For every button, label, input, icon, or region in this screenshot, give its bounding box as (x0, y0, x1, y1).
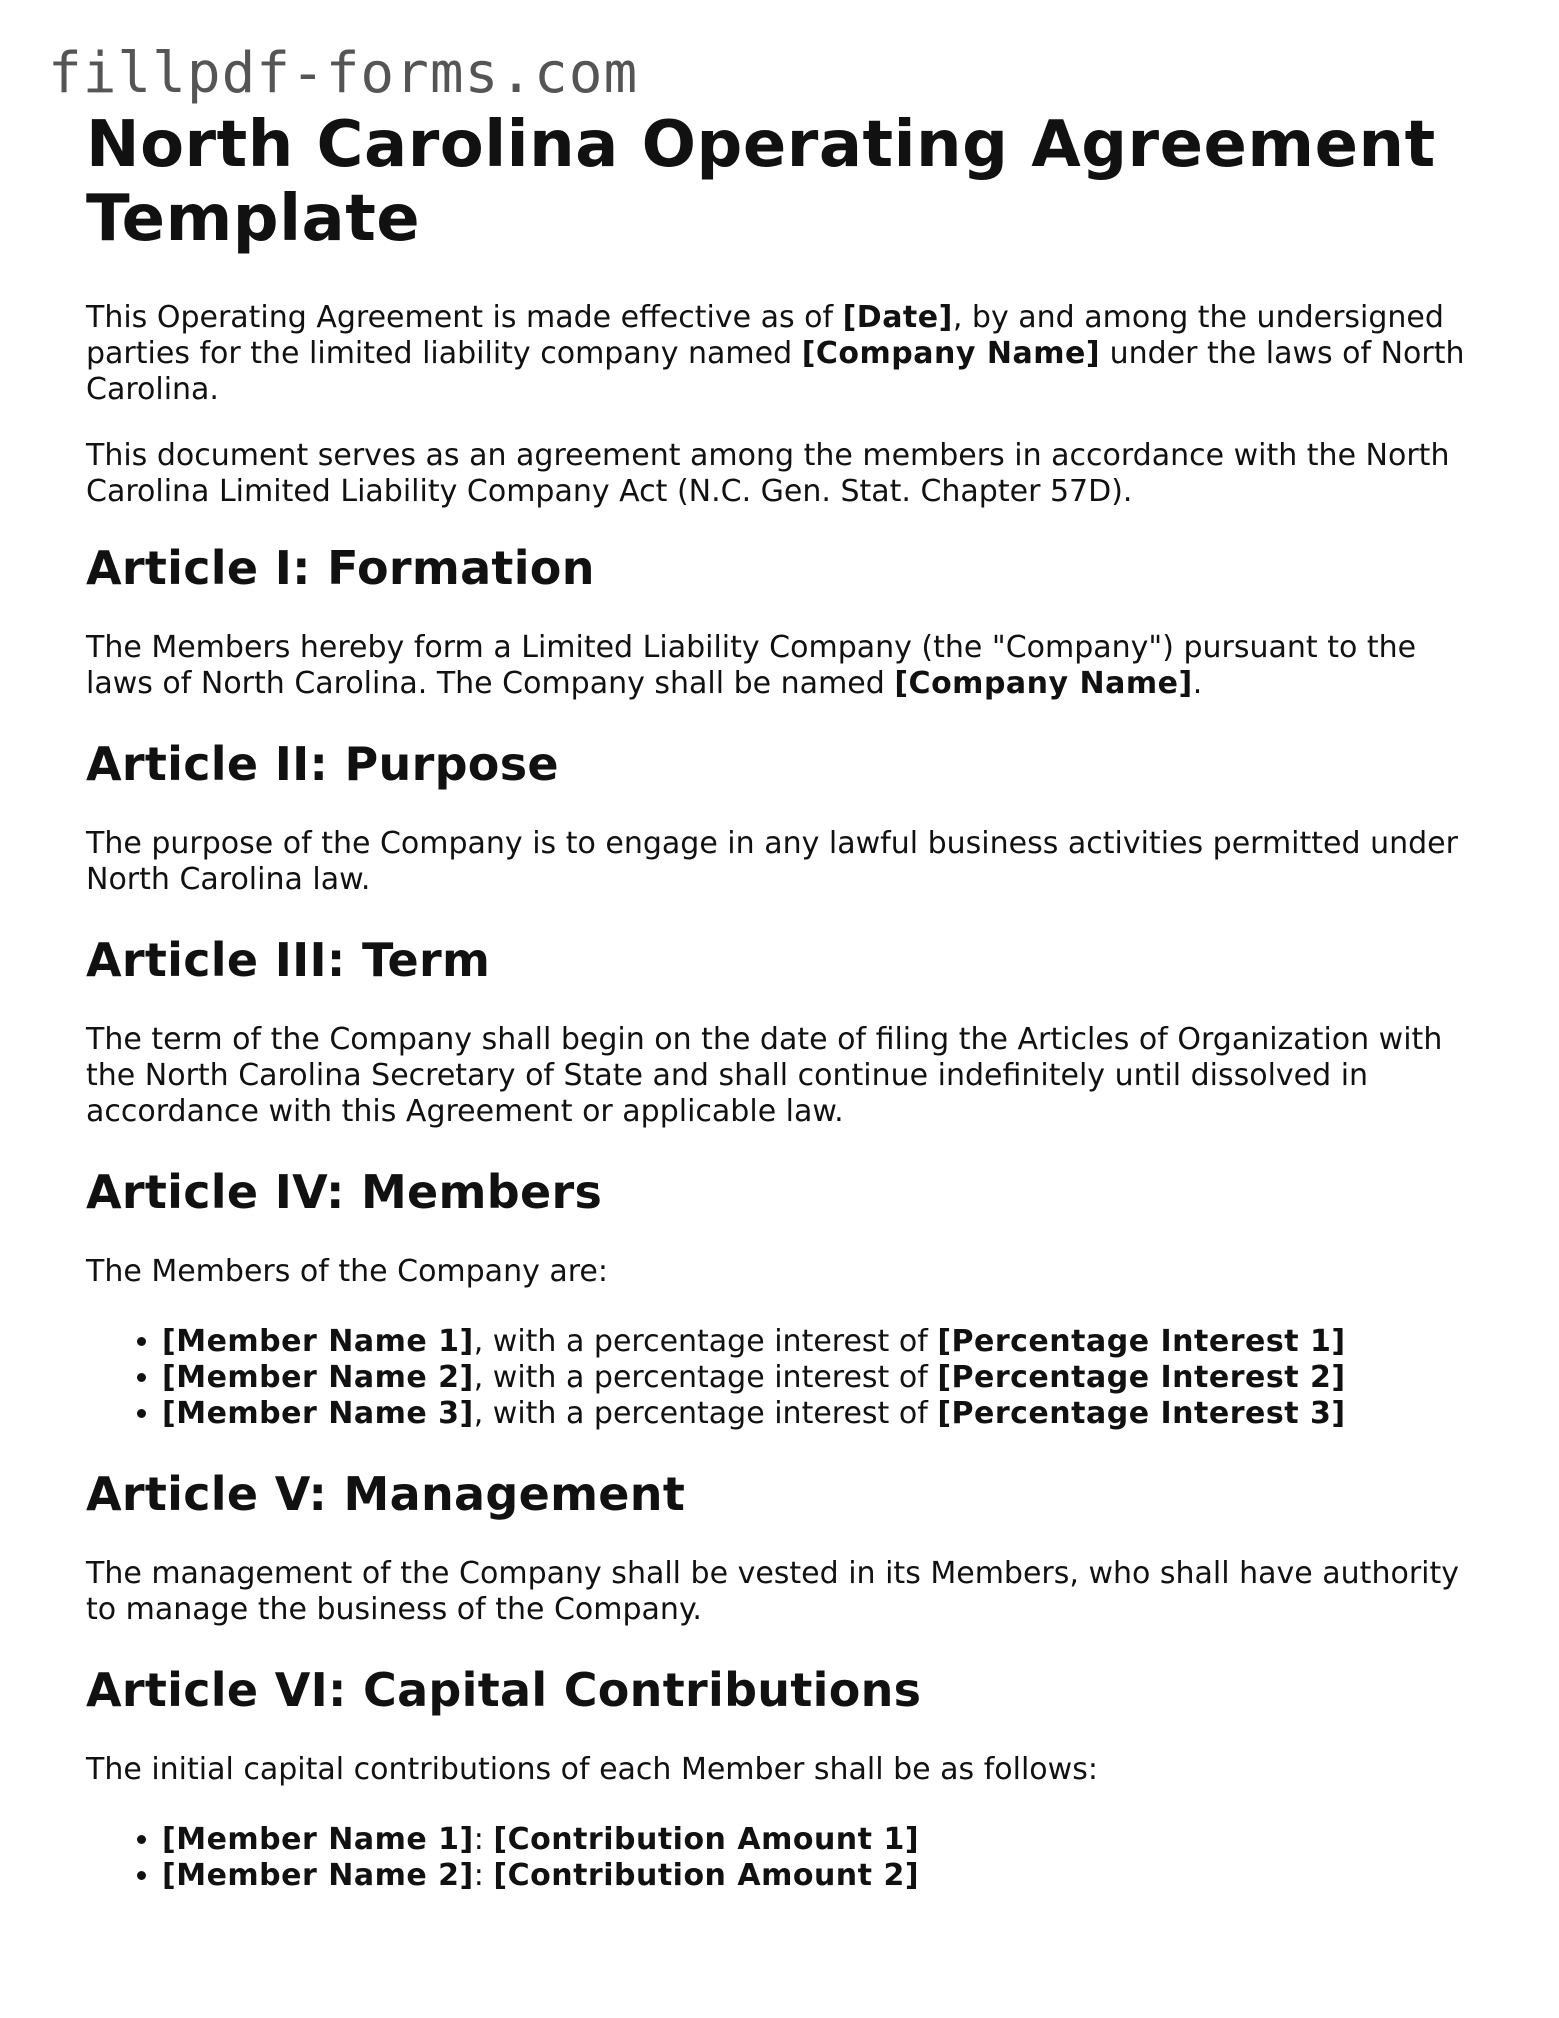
article-text: The Members of the Company are: (86, 1254, 608, 1289)
percentage-placeholder: [Percentage Interest 1] (937, 1324, 1346, 1359)
document-title: North Carolina Operating Agreement Template (86, 108, 1436, 256)
list-item-text: , with a percentage interest of (473, 1324, 938, 1359)
article-text (86, 630, 1486, 702)
intro-text: under the laws of North Carolina. (86, 336, 1465, 407)
article-text-part: . (1192, 666, 1203, 701)
member-name-placeholder: [Member Name 3] (162, 1396, 474, 1431)
intro-paragraph-2: This document serves as an agreement among the members in accordance with the North Carolina Limited Liability Company Act (N.C. Gen. Stat. Chapter 57D). (86, 438, 1450, 509)
article-text: The term of the Company shall begin on the date of filing the Articles of Organization with the North Carolina Secretary of State and shall continue indefinitely until dissolved in accordance with this Agreement or applicable law. (86, 1022, 1443, 1129)
document-page (86, 108, 1486, 1928)
company-name-placeholder: [Company Name] (801, 336, 1101, 371)
article-heading: Article III: Term (86, 933, 491, 987)
article-heading: Article V: Management (86, 1467, 686, 1521)
list-item (162, 1324, 1486, 1360)
date-placeholder: [Date] (842, 300, 953, 335)
article-text: The purpose of the Company is to engage in any lawful business activities permitted under North Carolina law. (86, 826, 1458, 897)
member-name-placeholder: [Member Name 1] (162, 1324, 474, 1359)
article-capital (86, 1662, 1486, 1894)
article-members (86, 1164, 1486, 1432)
article-text-part: The Members hereby form a Limited Liability Company (the "Company") pursuant to the laws of North Carolina. The Company shall be named (86, 630, 1417, 701)
watermark-text: fillpdf-forms.com (48, 41, 639, 106)
article-formation (86, 540, 1486, 702)
contributions-list (86, 1822, 1486, 1894)
intro-text: , by and among the undersigned parties for the limited liability company named (86, 300, 1444, 371)
member-name-placeholder: [Member Name 2] (162, 1360, 474, 1395)
list-item (162, 1858, 1486, 1894)
company-name-placeholder: [Company Name] (894, 666, 1193, 701)
member-name-placeholder: [Member Name 2] (162, 1858, 474, 1893)
article-heading: Article I: Formation (86, 541, 595, 595)
article-text: The management of the Company shall be vested in its Members, who shall have authority to manage the business of the Company. (86, 1556, 1459, 1627)
list-item-text: , with a percentage interest of (473, 1360, 938, 1395)
contribution-placeholder: [Contribution Amount 2] (493, 1858, 920, 1893)
list-item-text: : (473, 1822, 494, 1857)
list-item-text: , with a percentage interest of (473, 1396, 938, 1431)
article-text: The initial capital contributions of each Member shall be as follows: (86, 1752, 1098, 1787)
article-term (86, 932, 1486, 1130)
intro-section (86, 300, 1486, 510)
article-heading: Article IV: Members (86, 1165, 603, 1219)
list-item (162, 1822, 1486, 1858)
list-item (162, 1396, 1486, 1432)
list-item (162, 1360, 1486, 1396)
list-item-text: : (473, 1858, 494, 1893)
percentage-placeholder: [Percentage Interest 3] (937, 1396, 1346, 1431)
members-list (86, 1324, 1486, 1432)
article-heading: Article II: Purpose (86, 737, 559, 791)
article-purpose (86, 736, 1486, 898)
percentage-placeholder: [Percentage Interest 2] (937, 1360, 1346, 1395)
article-management (86, 1466, 1486, 1628)
intro-paragraph-1 (86, 300, 1486, 408)
member-name-placeholder: [Member Name 1] (162, 1822, 474, 1857)
intro-text: This Operating Agreement is made effective as of (86, 300, 843, 335)
contribution-placeholder: [Contribution Amount 1] (493, 1822, 920, 1857)
article-heading: Article VI: Capital Contributions (86, 1663, 922, 1717)
